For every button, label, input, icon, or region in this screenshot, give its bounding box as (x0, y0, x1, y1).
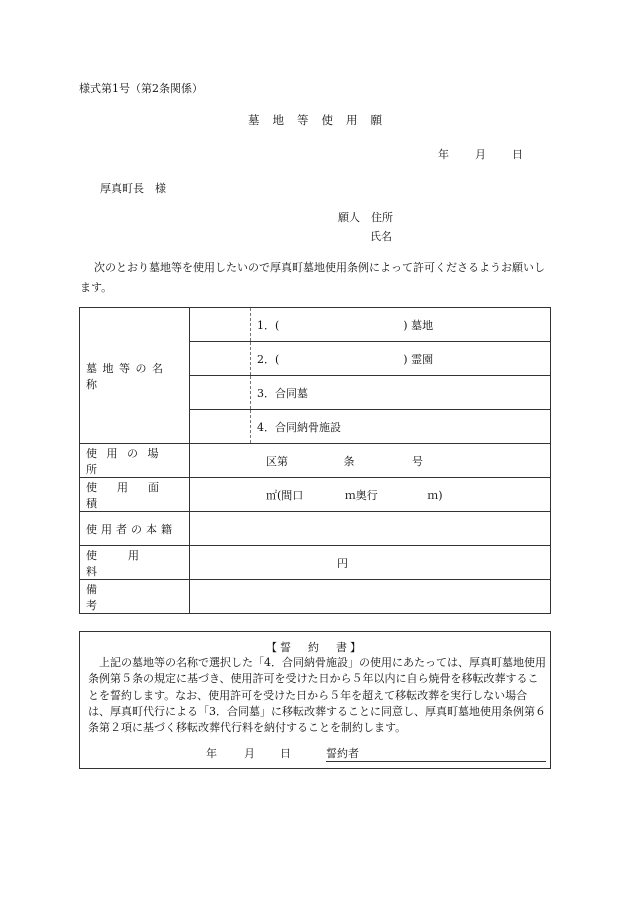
oath-body: 上記の墓地等の名称で選択した「4．合同納骨施設」の使用にあたっては、厚真町墓地使用条例第５条の規定に基づき、使用許可を受けた日から５年以内に自ら焼骨を移転改葬することを誓約します。なお、使用許可を受けた日から５年を超えて移転改葬を実行しない場合は、厚真町代行による「3．合同墓」に移転改葬することに同意し、厚真町墓地使用条例第６条第２項に基づく移転改葬代行料を納付することを制約します。 (88, 656, 546, 735)
table-row (80, 546, 551, 580)
table-row (80, 478, 551, 512)
fee-label-cell: 使用料 (80, 546, 190, 580)
application-table (79, 307, 551, 614)
oath-day: 日 (280, 747, 291, 760)
option-1[interactable]: 1．( ) 墓地 (190, 308, 551, 342)
applicant-address-label: 願人 住所 (338, 211, 393, 224)
date-line (438, 146, 523, 162)
area-label-cell: 使用面積 (80, 478, 190, 512)
table-row (80, 512, 551, 546)
form-number: 様式第1号（第2条関係） (79, 82, 203, 95)
applicant-name-label: 氏名 (370, 230, 392, 243)
option-2[interactable]: 2．( ) 霊園 (190, 342, 551, 376)
location-field[interactable]: 区第 条 号 (190, 444, 551, 478)
table-row (80, 444, 551, 478)
fee-field[interactable]: 円 (190, 546, 551, 580)
table-row (80, 580, 551, 614)
oath-signer-field[interactable] (326, 745, 546, 762)
date-year: 年 (438, 148, 449, 161)
table-row (80, 308, 551, 342)
addressee: 厚真町長 様 (100, 182, 166, 195)
location-label-cell: 使用の場所 (80, 444, 190, 478)
oath-signer-label: 誓約者 (326, 747, 359, 760)
intro-text: 次のとおり墓地等を使用したいので厚真町墓地使用条例によって許可くださるようお願いします。 (80, 261, 545, 294)
remarks-label-cell: 備考 (80, 580, 190, 614)
oath-month: 月 (244, 747, 255, 760)
oath-box (79, 631, 551, 769)
option-3[interactable]: 3．合同墓 (190, 376, 551, 410)
date-month: 月 (475, 148, 486, 161)
oath-year: 年 (206, 747, 217, 760)
date-day: 日 (512, 148, 523, 161)
oath-title: 【誓 約 書】 (266, 641, 364, 654)
remarks-field[interactable] (190, 580, 551, 614)
domicile-field[interactable] (190, 512, 551, 546)
name-label: 墓地等の名称 (86, 361, 169, 391)
option-4[interactable]: 4．合同納骨施設 (190, 410, 551, 444)
domicile-label-cell: 使用者の本籍 (80, 512, 190, 546)
name-label-cell (80, 308, 190, 444)
page-title: 墓地等使用願 (248, 113, 395, 127)
area-field[interactable]: ㎡(間口 ｍ奥行 ｍ) (190, 478, 551, 512)
